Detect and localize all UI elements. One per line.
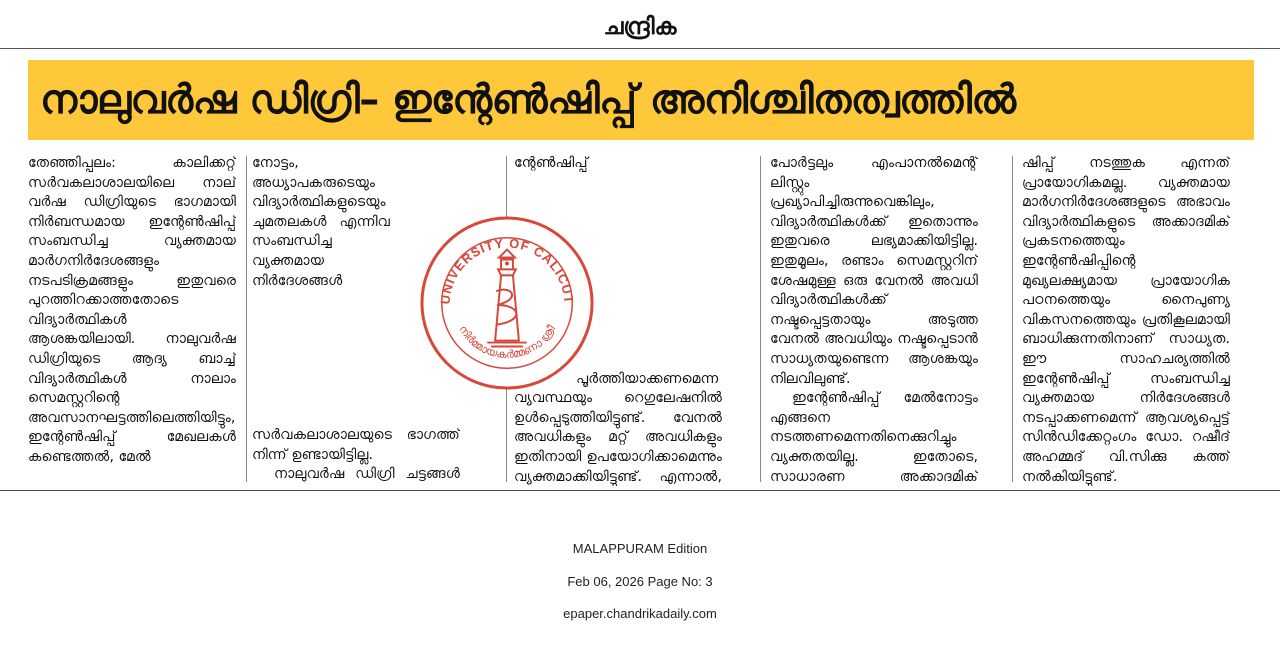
article-column-4 bbox=[770, 154, 978, 486]
seal-top-text: UNIVERSITY OF CALICUT bbox=[437, 235, 577, 305]
article-body bbox=[0, 146, 1280, 491]
masthead-rule bbox=[0, 48, 1280, 49]
article-column-1 bbox=[28, 154, 236, 486]
column-2-paragraph-2: നാലുവർഷ ഡിഗ്രി ചട്ടങ്ങൾ bbox=[274, 466, 460, 483]
headline: നാലുവർഷ ഡിഗ്രി– ഇന്റേൺഷിപ്പ് അനിശ്ചിതത്വത്തിൽ bbox=[40, 77, 1016, 123]
article-column-5 bbox=[1022, 154, 1230, 486]
column-3-paragraph-1: ന്റേൺഷിപ്പ് പൂർത്തിയാക്കണമെന്ന വ്യവസ്ഥയും റെഗുലേഷനിൽ ഉൾപ്പെടുത്തിയിട്ടുണ്ട്. വേനൽ അവധികളും മറ്റ് അവധികളും ഇതിനായി ഉപയോഗിക്കാമെന്നും വ്യക്തമാക്കിയിട്ടുണ്ട്. എന്നാൽ, bbox=[514, 155, 722, 485]
headline-band bbox=[28, 60, 1254, 140]
column-divider bbox=[246, 156, 247, 482]
column-1-paragraph-1: തേഞ്ഞിപ്പലം: കാലിക്കറ്റ് സർവകലാശാലയിലെ നാല് വർഷ ഡിഗ്രിയുടെ ഭാഗമായി നിർബന്ധമായ ഇന്റേൺഷിപ്പ് സംബന്ധിച്ച വ്യക്തമായ മാർഗനിർദേശങ്ങളും നടപടിക്രമങ്ങളും ഇതുവരെ പുറത്തിറക്കാത്തതോടെ വിദ്യാർത്ഥികൾ ആശങ്കയിലായി. നാലുവർഷ ഡിഗ്രിയുടെ ആദ്യ ബാച്ച് വിദ്യാർത്ഥികൾ നാലാം സെമസ്റ്ററിന്റെ അവസാനഘട്ടത്തിലെത്തിയിട്ടും, ഇന്റേൺഷിപ്പ് മേഖലകൾ കണ്ടെത്തൽ, മേൽ bbox=[28, 155, 236, 465]
footer-site-link[interactable]: epaper.chandrikadaily.com bbox=[563, 606, 717, 621]
column-4-paragraph-1: പോർട്ടലും എംപാനൽമെന്റ് ലിസ്റ്റും പ്രഖ്യാപിച്ചിരുന്നുവെങ്കിലും, വിദ്യാർത്ഥികൾക്ക് ഇതൊന്നും ഇതുവരെ ലഭ്യമാക്കിയിട്ടില്ല. ഇതുമൂലം, രണ്ടാം സെമസ്റ്ററിന് ശേഷമുള്ള ഒരു വേനൽ അവധി വിദ്യാർത്ഥികൾക്ക് നഷ്ടപ്പെട്ടതായും അടുത്ത വേനൽ അവധിയും നഷ്ടപ്പെടാൻ സാധ്യതയുണ്ടെന്ന ആശങ്കയും നിലവിലുണ്ട്. bbox=[770, 155, 978, 387]
column-divider bbox=[1012, 156, 1013, 482]
column-divider bbox=[760, 156, 761, 482]
column-4-paragraph-2: ഇന്റേൺഷിപ്പ് മേൽനോട്ടം എങ്ങനെ നടത്തണമെന്നതിനെക്കുറിച്ചും വ്യക്തതയില്ല. ഇതോടെ, സാധാരണ അക്കാദമിക് bbox=[770, 390, 978, 485]
footer-date-page: Feb 06, 2026 Page No: 3 bbox=[567, 574, 713, 589]
column-2-paragraph-1: നോട്ടം, അധ്യാപകരുടെയും വിദ്യാർത്ഥികളുടെയും ചുമതലകൾ എന്നിവ സംബന്ധിച്ച വ്യക്തമായ നിർദേശങ്ങൾ സർവകലാശാലയുടെ ഭാഗത്ത് നിന്ന് ഉണ്ടായിട്ടില്ല. bbox=[252, 155, 460, 463]
university-seal-logo bbox=[418, 214, 596, 392]
seal-bottom-text: നിർമ്മായകർമ്മണാ ശ്രീ bbox=[456, 322, 558, 362]
masthead: ചന്ദ്രിക bbox=[603, 14, 677, 40]
column-5-paragraph-1: ഷിപ്പ് നടത്തുക എന്നത് പ്രായോഗികമല്ല. വ്യക്തമായ മാർഗനിർദേശങ്ങളുടെ അഭാവം വിദ്യാർത്ഥികളുടെ അക്കാദമിക് പ്രകടനത്തെയും ഇന്റേൺഷിപ്പിന്റെ മുഖ്യലക്ഷ്യമായ പ്രായോഗിക പഠനത്തെയും നൈപുണ്യ വികസനത്തെയും പ്രതികൂലമായി ബാധിക്കുന്നതിനാണ് സാധ്യത. ഈ സാഹചര്യത്തിൽ ഇന്റേൺഷിപ്പ് സംബന്ധിച്ച വ്യക്തമായ നിർദേശങ്ങൾ നടപ്പാക്കണമെന്ന് ആവശ്യപ്പെട്ട് സിൻഡിക്കേറ്റംഗം ഡോ. റഷീദ് അഹമ്മദ് വി.സിക്കു കത്ത് നൽകിയിട്ടുണ്ട്. bbox=[1022, 155, 1230, 485]
footer-edition: MALAPPURAM Edition bbox=[572, 541, 708, 556]
